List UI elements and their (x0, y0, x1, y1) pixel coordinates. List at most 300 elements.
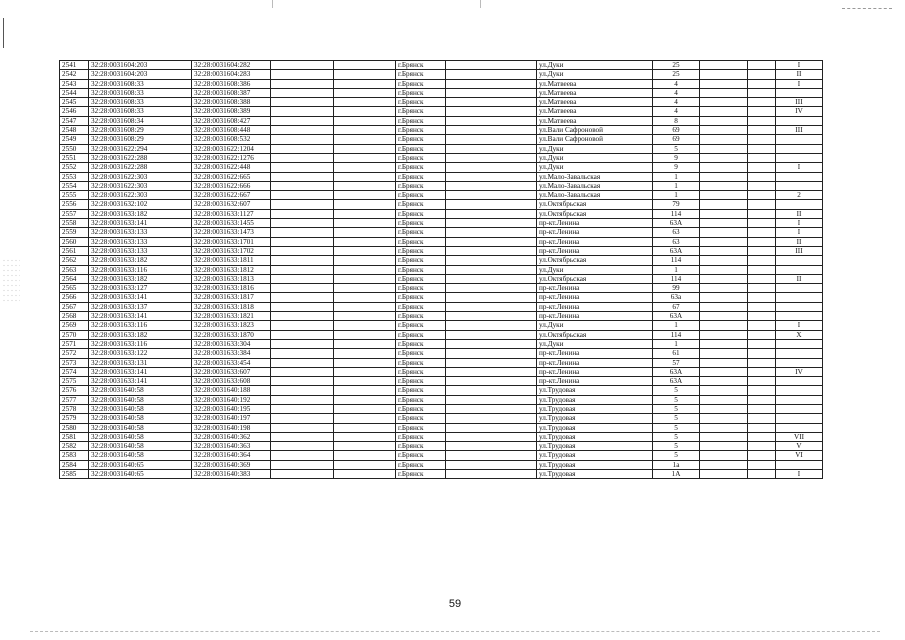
street-cell: ул.Мало-Завальская (537, 191, 653, 200)
empty-cell (271, 442, 334, 451)
empty-cell (271, 302, 334, 311)
empty-cell (748, 163, 776, 172)
empty-cell (748, 98, 776, 107)
registry-table-body (60, 61, 823, 479)
cadastral-number-cell: 32:28:0031632:607 (192, 200, 271, 209)
parent-cadastral-cell: 32:28:0031633:141 (89, 312, 192, 321)
premises-number-cell: 2 (776, 191, 823, 200)
city-cell: г.Брянск (396, 386, 446, 395)
city-cell: г.Брянск (396, 284, 446, 293)
empty-cell (334, 432, 396, 441)
city-cell: г.Брянск (396, 312, 446, 321)
street-cell: ул.Трудовая (537, 404, 653, 413)
house-number-cell: 1 (653, 321, 700, 330)
empty-cell (748, 135, 776, 144)
empty-cell (334, 79, 396, 88)
city-cell: г.Брянск (396, 135, 446, 144)
row-number-cell: 2581 (60, 432, 89, 441)
empty-cell (748, 321, 776, 330)
table-row (60, 79, 823, 88)
empty-cell (748, 349, 776, 358)
city-cell: г.Брянск (396, 274, 446, 283)
premises-number-cell (776, 135, 823, 144)
cadastral-number-cell: 32:28:0031633:1455 (192, 219, 271, 228)
parent-cadastral-cell: 32:28:0031640:58 (89, 414, 192, 423)
row-number-cell: 2575 (60, 377, 89, 386)
empty-cell (334, 274, 396, 283)
empty-cell (700, 153, 748, 162)
empty-cell (446, 135, 537, 144)
premises-number-cell (776, 377, 823, 386)
empty-cell (700, 414, 748, 423)
row-number-cell: 2569 (60, 321, 89, 330)
empty-cell (271, 312, 334, 321)
street-cell: ул.Матвеева (537, 116, 653, 125)
empty-cell (748, 219, 776, 228)
empty-cell (700, 432, 748, 441)
house-number-cell: 114 (653, 330, 700, 339)
empty-cell (446, 209, 537, 218)
premises-number-cell (776, 414, 823, 423)
empty-cell (334, 98, 396, 107)
city-cell: г.Брянск (396, 144, 446, 153)
empty-cell (748, 172, 776, 181)
empty-cell (446, 312, 537, 321)
city-cell: г.Брянск (396, 172, 446, 181)
premises-number-cell (776, 284, 823, 293)
empty-cell (748, 312, 776, 321)
empty-cell (446, 200, 537, 209)
empty-cell (748, 200, 776, 209)
premises-number-cell: V (776, 442, 823, 451)
table-row (60, 172, 823, 181)
premises-number-cell: I (776, 321, 823, 330)
empty-cell (446, 442, 537, 451)
house-number-cell: 1 (653, 172, 700, 181)
empty-cell (700, 423, 748, 432)
house-number-cell: 8 (653, 116, 700, 125)
premises-number-cell: X (776, 330, 823, 339)
empty-cell (446, 191, 537, 200)
cadastral-number-cell: 32:28:0031633:384 (192, 349, 271, 358)
house-number-cell: 4 (653, 79, 700, 88)
street-cell: ул.Мало-Завальская (537, 181, 653, 190)
table-row (60, 451, 823, 460)
table-row (60, 349, 823, 358)
street-cell: ул.Трудовая (537, 414, 653, 423)
house-number-cell: 5 (653, 451, 700, 460)
street-cell: ул.Октябрьская (537, 200, 653, 209)
table-row (60, 246, 823, 255)
city-cell: г.Брянск (396, 395, 446, 404)
city-cell: г.Брянск (396, 330, 446, 339)
house-number-cell: 69 (653, 126, 700, 135)
parent-cadastral-cell: 32:28:0031608:33 (89, 98, 192, 107)
table-row (60, 144, 823, 153)
house-number-cell: 5 (653, 404, 700, 413)
premises-number-cell (776, 302, 823, 311)
cadastral-number-cell: 32:28:0031622:448 (192, 163, 271, 172)
registry-table (59, 60, 823, 479)
empty-cell (446, 274, 537, 283)
house-number-cell: 5 (653, 423, 700, 432)
empty-cell (700, 395, 748, 404)
row-number-cell: 2542 (60, 70, 89, 79)
street-cell: пр-кт.Ленина (537, 312, 653, 321)
empty-cell (700, 470, 748, 479)
empty-cell (700, 312, 748, 321)
table-row (60, 153, 823, 162)
empty-cell (271, 423, 334, 432)
parent-cadastral-cell: 32:28:0031633:116 (89, 321, 192, 330)
parent-cadastral-cell: 32:28:0031640:65 (89, 460, 192, 469)
house-number-cell: 5 (653, 414, 700, 423)
cadastral-number-cell: 32:28:0031633:454 (192, 358, 271, 367)
empty-cell (700, 172, 748, 181)
street-cell: ул.Дуки (537, 265, 653, 274)
cadastral-number-cell: 32:28:0031608:386 (192, 79, 271, 88)
empty-cell (271, 88, 334, 97)
street-cell: ул.Дуки (537, 153, 653, 162)
house-number-cell: 63А (653, 312, 700, 321)
city-cell: г.Брянск (396, 79, 446, 88)
city-cell: г.Брянск (396, 470, 446, 479)
empty-cell (446, 349, 537, 358)
cadastral-number-cell: 32:28:0031622:666 (192, 181, 271, 190)
row-number-cell: 2563 (60, 265, 89, 274)
empty-cell (748, 339, 776, 348)
premises-number-cell (776, 200, 823, 209)
empty-cell (700, 451, 748, 460)
empty-cell (271, 163, 334, 172)
parent-cadastral-cell: 32:28:0031608:34 (89, 116, 192, 125)
empty-cell (334, 209, 396, 218)
parent-cadastral-cell: 32:28:0031640:58 (89, 442, 192, 451)
cadastral-number-cell: 32:28:0031633:1823 (192, 321, 271, 330)
city-cell: г.Брянск (396, 200, 446, 209)
empty-cell (334, 265, 396, 274)
empty-cell (334, 135, 396, 144)
empty-cell (748, 432, 776, 441)
premises-number-cell (776, 293, 823, 302)
house-number-cell: 63 (653, 237, 700, 246)
empty-cell (446, 395, 537, 404)
empty-cell (748, 153, 776, 162)
empty-cell (446, 153, 537, 162)
cadastral-number-cell: 32:28:0031633:1702 (192, 246, 271, 255)
parent-cadastral-cell: 32:28:0031633:182 (89, 256, 192, 265)
street-cell: пр-кт.Ленина (537, 237, 653, 246)
house-number-cell: 4 (653, 88, 700, 97)
empty-cell (271, 339, 334, 348)
cadastral-number-cell: 32:28:0031622:667 (192, 191, 271, 200)
parent-cadastral-cell: 32:28:0031604:203 (89, 70, 192, 79)
premises-number-cell: VI (776, 451, 823, 460)
empty-cell (334, 228, 396, 237)
cadastral-number-cell: 32:28:0031640:195 (192, 404, 271, 413)
empty-cell (334, 349, 396, 358)
empty-cell (700, 274, 748, 283)
city-cell: г.Брянск (396, 256, 446, 265)
street-cell: пр-кт.Ленина (537, 219, 653, 228)
empty-cell (334, 321, 396, 330)
house-number-cell: 67 (653, 302, 700, 311)
premises-number-cell (776, 88, 823, 97)
premises-number-cell: I (776, 228, 823, 237)
house-number-cell: 1 (653, 191, 700, 200)
street-cell: ул.Октябрьская (537, 209, 653, 218)
premises-number-cell: I (776, 79, 823, 88)
empty-cell (446, 265, 537, 274)
house-number-cell: 61 (653, 349, 700, 358)
row-number-cell: 2552 (60, 163, 89, 172)
empty-cell (334, 330, 396, 339)
empty-cell (334, 144, 396, 153)
empty-cell (748, 107, 776, 116)
premises-number-cell: I (776, 219, 823, 228)
house-number-cell: 25 (653, 61, 700, 70)
premises-number-cell (776, 404, 823, 413)
cadastral-number-cell: 32:28:0031633:1870 (192, 330, 271, 339)
empty-cell (700, 79, 748, 88)
house-number-cell: 9 (653, 163, 700, 172)
empty-cell (271, 404, 334, 413)
empty-cell (334, 116, 396, 125)
row-number-cell: 2567 (60, 302, 89, 311)
table-row (60, 135, 823, 144)
empty-cell (271, 349, 334, 358)
row-number-cell: 2568 (60, 312, 89, 321)
empty-cell (748, 395, 776, 404)
street-cell: пр-кт.Ленина (537, 302, 653, 311)
empty-cell (446, 404, 537, 413)
city-cell: г.Брянск (396, 209, 446, 218)
empty-cell (271, 172, 334, 181)
street-cell: пр-кт.Ленина (537, 246, 653, 255)
empty-cell (271, 79, 334, 88)
table-row (60, 367, 823, 376)
scan-bottom-line (30, 631, 880, 633)
empty-cell (334, 61, 396, 70)
empty-cell (271, 144, 334, 153)
street-cell: ул.Дуки (537, 61, 653, 70)
empty-cell (334, 88, 396, 97)
row-number-cell: 2565 (60, 284, 89, 293)
page-number: 59 (448, 598, 462, 610)
empty-cell (748, 451, 776, 460)
empty-cell (446, 432, 537, 441)
empty-cell (700, 358, 748, 367)
empty-cell (700, 70, 748, 79)
parent-cadastral-cell: 32:28:0031622:288 (89, 153, 192, 162)
empty-cell (271, 116, 334, 125)
parent-cadastral-cell: 32:28:0031633:141 (89, 219, 192, 228)
row-number-cell: 2573 (60, 358, 89, 367)
parent-cadastral-cell: 32:28:0031640:58 (89, 432, 192, 441)
row-number-cell: 2579 (60, 414, 89, 423)
empty-cell (700, 209, 748, 218)
table-row (60, 432, 823, 441)
empty-cell (700, 377, 748, 386)
empty-cell (700, 460, 748, 469)
empty-cell (700, 98, 748, 107)
parent-cadastral-cell: 32:28:0031633:137 (89, 302, 192, 311)
city-cell: г.Брянск (396, 237, 446, 246)
city-cell: г.Брянск (396, 98, 446, 107)
empty-cell (446, 228, 537, 237)
empty-cell (700, 293, 748, 302)
house-number-cell: 63А (653, 219, 700, 228)
premises-number-cell (776, 386, 823, 395)
premises-number-cell (776, 395, 823, 404)
street-cell: ул.Матвеева (537, 88, 653, 97)
parent-cadastral-cell: 32:28:0031640:58 (89, 404, 192, 413)
parent-cadastral-cell: 32:28:0031633:182 (89, 274, 192, 283)
empty-cell (446, 460, 537, 469)
empty-cell (446, 321, 537, 330)
table-row (60, 70, 823, 79)
table-row (60, 470, 823, 479)
empty-cell (271, 246, 334, 255)
house-number-cell: 5 (653, 144, 700, 153)
street-cell: пр-кт.Ленина (537, 367, 653, 376)
empty-cell (334, 237, 396, 246)
empty-cell (700, 302, 748, 311)
house-number-cell: 9 (653, 153, 700, 162)
empty-cell (271, 209, 334, 218)
empty-cell (700, 126, 748, 135)
cadastral-number-cell: 32:28:0031640:192 (192, 395, 271, 404)
cadastral-number-cell: 32:28:0031640:369 (192, 460, 271, 469)
parent-cadastral-cell: 32:28:0031633:127 (89, 284, 192, 293)
empty-cell (446, 107, 537, 116)
empty-cell (446, 367, 537, 376)
empty-cell (271, 321, 334, 330)
row-number-cell: 2570 (60, 330, 89, 339)
house-number-cell: 4 (653, 107, 700, 116)
cadastral-number-cell: 32:28:0031622:665 (192, 172, 271, 181)
cadastral-number-cell: 32:28:0031640:198 (192, 423, 271, 432)
street-cell: ул.Октябрьская (537, 330, 653, 339)
premises-number-cell: II (776, 209, 823, 218)
empty-cell (748, 61, 776, 70)
city-cell: г.Брянск (396, 451, 446, 460)
house-number-cell: 63А (653, 246, 700, 255)
empty-cell (334, 181, 396, 190)
parent-cadastral-cell: 32:28:0031633:133 (89, 246, 192, 255)
table-row (60, 321, 823, 330)
row-number-cell: 2549 (60, 135, 89, 144)
premises-number-cell (776, 265, 823, 274)
premises-number-cell (776, 312, 823, 321)
table-row (60, 88, 823, 97)
city-cell: г.Брянск (396, 126, 446, 135)
city-cell: г.Брянск (396, 191, 446, 200)
row-number-cell: 2577 (60, 395, 89, 404)
table-row (60, 339, 823, 348)
cadastral-number-cell: 32:28:0031622:1276 (192, 153, 271, 162)
street-cell: ул.Трудовая (537, 386, 653, 395)
house-number-cell: 79 (653, 200, 700, 209)
premises-number-cell: III (776, 246, 823, 255)
city-cell: г.Брянск (396, 228, 446, 237)
parent-cadastral-cell: 32:28:0031640:58 (89, 386, 192, 395)
row-number-cell: 2543 (60, 79, 89, 88)
table-row (60, 116, 823, 125)
empty-cell (446, 284, 537, 293)
cadastral-number-cell: 32:28:0031633:1817 (192, 293, 271, 302)
street-cell: ул.Мало-Завальская (537, 172, 653, 181)
city-cell: г.Брянск (396, 153, 446, 162)
city-cell: г.Брянск (396, 302, 446, 311)
empty-cell (748, 265, 776, 274)
empty-cell (748, 181, 776, 190)
city-cell: г.Брянск (396, 61, 446, 70)
empty-cell (748, 144, 776, 153)
table-row (60, 191, 823, 200)
empty-cell (446, 88, 537, 97)
empty-cell (271, 330, 334, 339)
empty-cell (700, 404, 748, 413)
parent-cadastral-cell: 32:28:0031633:133 (89, 228, 192, 237)
empty-cell (446, 163, 537, 172)
empty-cell (446, 470, 537, 479)
city-cell: г.Брянск (396, 321, 446, 330)
house-number-cell: 69 (653, 135, 700, 144)
cadastral-number-cell: 32:28:0031633:1127 (192, 209, 271, 218)
empty-cell (334, 339, 396, 348)
empty-cell (748, 79, 776, 88)
empty-cell (334, 172, 396, 181)
empty-cell (748, 358, 776, 367)
premises-number-cell: IV (776, 367, 823, 376)
city-cell: г.Брянск (396, 442, 446, 451)
row-number-cell: 2557 (60, 209, 89, 218)
cadastral-number-cell: 32:28:0031633:607 (192, 367, 271, 376)
row-number-cell: 2564 (60, 274, 89, 283)
empty-cell (748, 423, 776, 432)
empty-cell (748, 284, 776, 293)
parent-cadastral-cell: 32:28:0031622:288 (89, 163, 192, 172)
empty-cell (271, 265, 334, 274)
empty-cell (271, 153, 334, 162)
street-cell: ул.Трудовая (537, 423, 653, 432)
parent-cadastral-cell: 32:28:0031633:141 (89, 293, 192, 302)
table-row (60, 126, 823, 135)
parent-cadastral-cell: 32:28:0031633:182 (89, 209, 192, 218)
house-number-cell: 63А (653, 367, 700, 376)
city-cell: г.Брянск (396, 349, 446, 358)
parent-cadastral-cell: 32:28:0031608:29 (89, 135, 192, 144)
parent-cadastral-cell: 32:28:0031633:182 (89, 330, 192, 339)
table-row (60, 395, 823, 404)
street-cell: пр-кт.Ленина (537, 358, 653, 367)
empty-cell (334, 70, 396, 79)
city-cell: г.Брянск (396, 414, 446, 423)
premises-number-cell (776, 339, 823, 348)
table-row (60, 302, 823, 311)
empty-cell (271, 451, 334, 460)
street-cell: пр-кт.Ленина (537, 284, 653, 293)
street-cell: ул.Вали Сафроновой (537, 135, 653, 144)
city-cell: г.Брянск (396, 107, 446, 116)
empty-cell (334, 358, 396, 367)
empty-cell (748, 404, 776, 413)
empty-cell (748, 414, 776, 423)
empty-cell (334, 191, 396, 200)
empty-cell (334, 423, 396, 432)
empty-cell (446, 70, 537, 79)
